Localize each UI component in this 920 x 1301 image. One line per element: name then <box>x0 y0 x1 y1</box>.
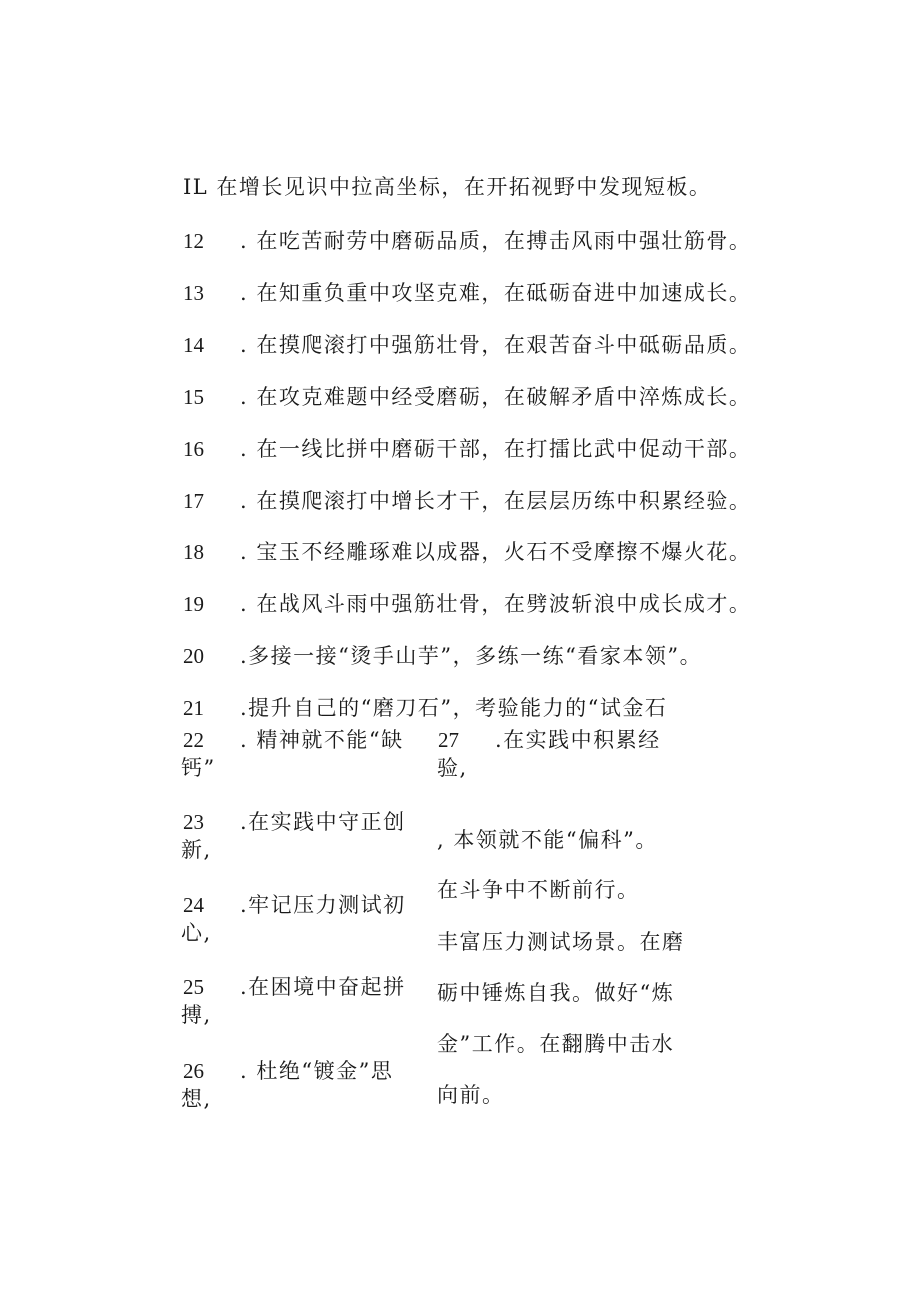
item-text: . 宝玉不经雕琢难以成器，火石不受摩擦不爆火花。 <box>240 540 752 564</box>
item-text-wrap: 钙” <box>181 756 216 780</box>
item-number: 22 <box>183 728 204 752</box>
item-text: . 杜绝“镀金”思 <box>240 1059 394 1083</box>
item-number: 25 <box>183 975 204 999</box>
item-text-wrap: 验, <box>437 756 468 780</box>
item-text: . 精神就不能“缺 <box>240 728 404 752</box>
item-text: .在困境中奋起拼 <box>240 975 406 999</box>
right-line-2: 在斗争中不断前行。 <box>437 878 640 902</box>
right-line-3: 丰富压力测试场景。在磨 <box>437 930 685 954</box>
right-line-6: 向前。 <box>437 1083 505 1107</box>
item-number: 27 <box>438 728 459 752</box>
right-line-5: 金”工作。在翻腾中击水 <box>437 1032 675 1056</box>
item-text-wrap: 心, <box>181 921 212 945</box>
item-text: .在实践中守正创 <box>240 810 406 834</box>
item-text: .提升自己的“磨刀石”，考验能力的“试金石 <box>240 696 668 720</box>
item-text: . 在摸爬滚打中强筋壮骨，在艰苦奋斗中砥砺品质。 <box>240 333 752 357</box>
item-text: .在实践中积累经 <box>495 728 661 752</box>
item-number: 12 <box>183 229 204 253</box>
item-number: 13 <box>183 281 204 305</box>
item-text: . 在摸爬滚打中增长才干，在层层历练中积累经验。 <box>240 489 752 513</box>
item-number: 23 <box>183 810 204 834</box>
item-text: . 在战风斗雨中强筋壮骨，在劈波斩浪中成长成才。 <box>240 592 752 616</box>
item-number: 24 <box>183 893 204 917</box>
item-number: 19 <box>183 592 204 616</box>
item-text: . 在攻克难题中经受磨砺，在破解矛盾中淬炼成长。 <box>240 385 752 409</box>
item-number: 26 <box>183 1059 204 1083</box>
item-text: . 在知重负重中攻坚克难，在砥砺奋进中加速成长。 <box>240 281 752 305</box>
item-number: 18 <box>183 540 204 564</box>
right-line-1: , 本领就不能“偏科”。 <box>437 828 658 852</box>
item-text: . 在吃苦耐劳中磨砺品质，在搏击风雨中强壮筋骨。 <box>240 229 752 253</box>
item-number: 21 <box>183 696 204 720</box>
item-number: 20 <box>183 644 204 668</box>
item-number: 14 <box>183 333 204 357</box>
item-text: .多接一接“烫手山芋”，多练一练“看家本领”。 <box>240 644 703 668</box>
item-text: .牢记压力测试初 <box>240 893 406 917</box>
item-text-wrap: 搏, <box>181 1003 212 1027</box>
list-item-11: IL 在增长见识中拉高坐标，在开拓视野中发现短板。 <box>183 175 712 199</box>
right-line-4: 砺中锤炼自我。做好“炼 <box>437 981 675 1005</box>
item-text-wrap: 新, <box>181 838 212 862</box>
item-text: . 在一线比拼中磨砺干部，在打擂比武中促动干部。 <box>240 437 752 461</box>
item-number: 15 <box>183 385 204 409</box>
item-text-wrap: 想, <box>181 1087 212 1111</box>
item-number: 16 <box>183 437 204 461</box>
item-number: 17 <box>183 489 204 513</box>
